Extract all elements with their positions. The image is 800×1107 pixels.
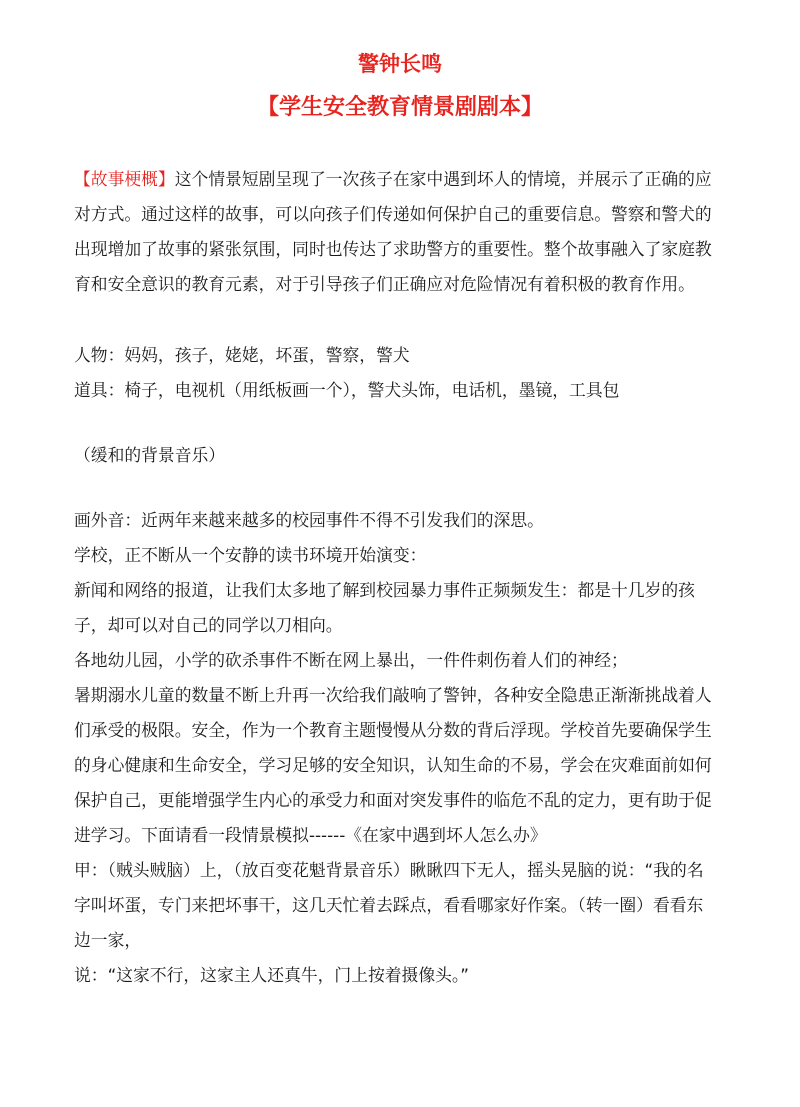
props-line: 道具：椅子，电视机（用纸板画一个），警犬头饰，电话机，墨镜，工具包	[74, 380, 620, 400]
synopsis-paragraph	[74, 162, 714, 302]
page-title: 警钟长鸣	[358, 52, 442, 76]
synopsis-label: 【故事梗概】	[74, 169, 175, 189]
kindergarten-paragraph: 各地幼儿园，小学的砍杀事件不断在网上暴出，一件件刺伤着人们的神经；	[74, 650, 628, 670]
spacer	[74, 473, 714, 503]
villain-dialogue: 甲：（贼头贼脑）上，（放百变花魁背景音乐）瞅瞅四下无人，摇头晃脑的说：“我的名字叫坏蛋，专门来把坏事干，这几天忙着去踩点，看看哪家好作案。（转一圈）看看东边一家，	[74, 860, 704, 950]
synopsis-text: 这个情景短剧呈现了一次孩子在家中遇到坏人的情境，并展示了正确的应对方式。通过这样的故事，可以向孩子们传递如何保护自己的重要信息。警察和警犬的出现增加了故事的紧张氛围，同时也传达了求助警方的重要性。整个故事融入了家庭教育和安全意识的教育元素，对于引导孩子们正确应对危险情况有着积极的教育作用。	[74, 169, 712, 294]
drowning-paragraph: 暑期溺水儿童的数量不断上升再一次给我们敲响了警钟，各种安全隐患正渐渐挑战着人们承受的极限。安全，作为一个教育主题慢慢从分数的背后浮现。学校首先要确保学生的身心健康和生命安全，学习足够的安全知识，认知生命的不易，学会在灾难面前如何保护自己，更能增强学生内心的承受力和面对突发事件的临危不乱的定力，更有助于促进学习。下面请看一段情景模拟------《在家中遇到坏人怎么办》	[74, 685, 712, 845]
narration-paragraph: 画外音：近两年来越来越多的校园事件不得不引发我们的深思。	[74, 510, 544, 530]
page-subtitle: 【学生安全教育情景剧剧本】	[256, 95, 543, 120]
spacer	[74, 302, 714, 338]
villain-dialogue-2: 说：“这家不行，这家主人还真牛，门上按着摄像头。”	[74, 965, 469, 985]
spacer	[74, 408, 714, 438]
school-paragraph: 学校，正不断从一个安静的读书环境开始演变：	[74, 545, 427, 565]
news-paragraph: 新闻和网络的报道，让我们太多地了解到校园暴力事件正频频发生：都是十几岁的孩子，却可以对自己的同学以刀相向。	[74, 580, 695, 635]
document-body	[74, 162, 714, 993]
characters-line: 人物：妈妈，孩子，姥姥，坏蛋，警察，警犬	[74, 345, 410, 365]
stage-direction: （缓和的背景音乐）	[74, 445, 226, 465]
